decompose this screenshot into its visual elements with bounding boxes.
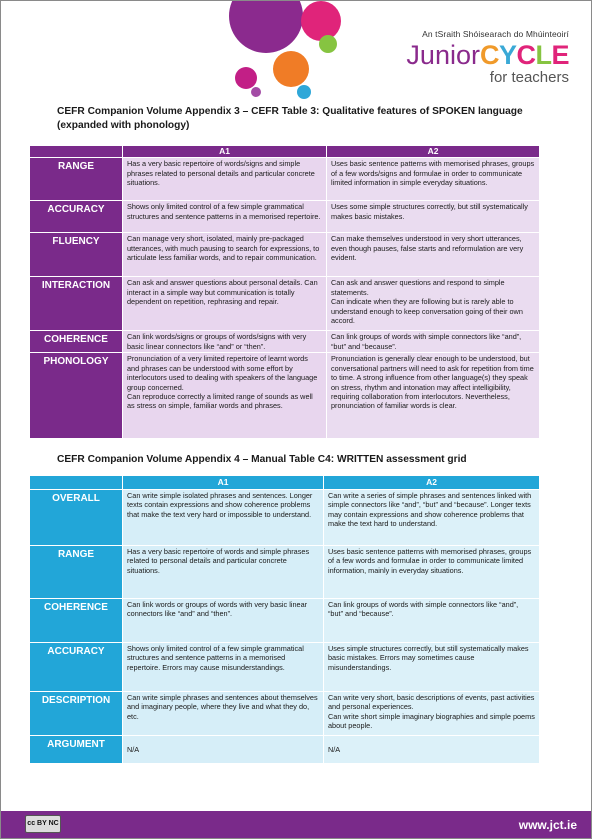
- decorative-circle-green: [319, 35, 337, 53]
- a1-cell: [123, 233, 327, 277]
- spoken-assessment-table: [29, 145, 540, 439]
- table-corner-cell: [30, 476, 123, 490]
- decorative-circle-magenta: [235, 67, 257, 89]
- a2-cell: [324, 490, 540, 546]
- column-header-a2: A2: [324, 476, 540, 490]
- brand-wordmark: [406, 41, 569, 69]
- column-header-a1: A1: [123, 476, 324, 490]
- cell-text: N/A: [127, 744, 140, 754]
- a1-cell: [123, 736, 324, 764]
- cell-text: Shows only limited control of a few simple grammatical structures and sentence patterns in a memorised repertoire. Errors may cause misunderstandings.: [127, 644, 304, 672]
- row-label: FLUENCY: [30, 233, 123, 277]
- brand-letter: E: [551, 40, 569, 70]
- table-row: [30, 643, 540, 692]
- table-row: [30, 233, 540, 277]
- cell-text: Can write very short, basic descriptions of events, past activities and personal experiences.: [328, 693, 535, 712]
- a2-cell: [327, 158, 540, 201]
- table-header-row: [30, 146, 540, 158]
- table-row: [30, 158, 540, 201]
- spoken-table-title: [57, 105, 523, 133]
- footer-bar: [1, 811, 592, 838]
- cell-text: Has a very basic repertoire of words/signs and simple phrases related to personal details and particular concrete situations.: [127, 159, 315, 188]
- a2-cell: [324, 643, 540, 692]
- cell-text: Can write simple phrases and sentences about themselves and imaginary people, where they live and what they do, etc.: [127, 693, 318, 721]
- cell-text: Can ask and answer questions about personal details. Can interact in a simple way but communication is totally dependent on repetition, rephrasing and repair.: [127, 278, 318, 307]
- table-row: [30, 201, 540, 233]
- website-link[interactable]: www.jct.ie: [518, 818, 577, 832]
- row-label: ARGUMENT: [30, 736, 123, 764]
- brand-tagline: An tSraith Shóisearach do Mhúinteoirí: [422, 29, 569, 39]
- brand-letter: C: [479, 40, 499, 70]
- cell-text: Can ask and answer questions and respond to simple statements.: [331, 278, 505, 297]
- a2-cell: [327, 233, 540, 277]
- cell-text: Can manage very short, isolated, mainly pre-packaged utterances, with much pausing to search for expressions, to articulate less familiar words, and to repair communication.: [127, 234, 320, 263]
- table-row: [30, 331, 540, 353]
- table-row: [30, 599, 540, 643]
- row-label: RANGE: [30, 546, 123, 599]
- decorative-circle-pink: [301, 1, 341, 41]
- table-row: [30, 546, 540, 599]
- row-label: ACCURACY: [30, 643, 123, 692]
- spoken-title-line: (expanded with phonology): [57, 120, 190, 131]
- decorative-circle-purple: [229, 0, 303, 53]
- table-row: [30, 736, 540, 764]
- row-label: DESCRIPTION: [30, 692, 123, 736]
- cell-text: Can write a series of simple phrases and sentences linked with simple connectors like “and”, “but” and “because”. Longer texts may contain expressions and show coherence problems that make the text hard to understand.: [328, 491, 532, 529]
- a1-cell: [123, 331, 327, 353]
- cell-text: Uses simple structures correctly, but still systematically makes basic mistakes. Errors may sometimes cause misunderstandings.: [328, 644, 529, 672]
- brand-letter: C: [516, 40, 536, 70]
- cell-text: Can make themselves understood in very short utterances, even though pauses, false starts and reformulation are very evident.: [331, 234, 524, 263]
- cell-text: Can link words or groups of words with very basic linear connectors like “and” and “then”.: [127, 600, 308, 619]
- a1-cell: [123, 201, 327, 233]
- row-label: OVERALL: [30, 490, 123, 546]
- a1-cell: [123, 353, 327, 439]
- junior-cycle-logo: [406, 29, 569, 86]
- cell-text: Can link groups of words with simple connectors like “and”, “but” and “because”.: [331, 332, 522, 351]
- a2-cell: [327, 331, 540, 353]
- a2-cell: [327, 201, 540, 233]
- a1-cell: [123, 490, 324, 546]
- row-label: COHERENCE: [30, 599, 123, 643]
- a2-cell: [324, 546, 540, 599]
- a1-cell: [123, 599, 324, 643]
- a2-cell: [327, 277, 540, 331]
- a1-cell: [123, 643, 324, 692]
- row-label: PHONOLOGY: [30, 353, 123, 439]
- decorative-circle-violet: [251, 87, 261, 97]
- column-header-a2: A2: [327, 146, 540, 158]
- table-corner-cell: [30, 146, 123, 158]
- a1-cell: [123, 546, 324, 599]
- row-label: INTERACTION: [30, 277, 123, 331]
- a2-cell: [327, 353, 540, 439]
- cell-text: Can reproduce correctly a limited range of sounds as well as stress on simple, familiar words and phrases.: [127, 392, 313, 411]
- decorative-circle-orange: [273, 51, 309, 87]
- brand-cycle: [480, 40, 569, 70]
- decorative-circle-blue: [297, 85, 311, 99]
- row-label: RANGE: [30, 158, 123, 201]
- creative-commons-license-icon[interactable]: cc BY NC: [25, 815, 61, 833]
- cell-text: Pronunciation is generally clear enough to be understood, but conversational partners will need to ask for repetition from time to time. A strong influence from other language(s) they speak on stress, rhythm and intonation may affect intelligibility, requiring collaboration from interlocutors. Nevertheless, pronunciation of familiar words is clear.: [331, 354, 534, 411]
- cell-text: Shows only limited control of a few simple grammatical structures and sentence patterns in a memorised repertoire.: [127, 202, 321, 221]
- cell-text: N/A: [328, 744, 341, 754]
- table-row: [30, 353, 540, 439]
- brand-junior: Junior: [406, 40, 480, 70]
- a2-cell: [324, 599, 540, 643]
- brand-letter: L: [535, 40, 552, 70]
- cell-text: Uses some simple structures correctly, but still systematically makes basic mistakes.: [331, 202, 528, 221]
- cell-text: Can write simple isolated phrases and sentences. Longer texts contain expressions and show coherence problems that make the text very hard or impossible to understand.: [127, 491, 313, 519]
- a2-cell: [324, 736, 540, 764]
- a1-cell: [123, 692, 324, 736]
- a2-cell: [324, 692, 540, 736]
- cell-text: Can write short simple imaginary biographies and simple poems about people.: [328, 711, 535, 731]
- table-row: [30, 692, 540, 736]
- table-header-row: [30, 476, 540, 490]
- cell-text: Uses basic sentence patterns with memorised phrases, groups of a few words/signs and formulae in order to communicate limited information in simple everyday situations.: [331, 159, 535, 188]
- a1-cell: [123, 277, 327, 331]
- written-table-title: CEFR Companion Volume Appendix 4 – Manual Table C4: WRITTEN assessment grid: [57, 454, 467, 465]
- table-row: [30, 490, 540, 546]
- row-label: COHERENCE: [30, 331, 123, 353]
- brand-for-teachers: for teachers: [489, 69, 569, 86]
- table-row: [30, 277, 540, 331]
- written-assessment-table: [29, 475, 540, 764]
- a1-cell: [123, 158, 327, 201]
- cell-text: Uses basic sentence patterns with memorised phrases, groups of a few words and formulae in order to communicate limited information, mainly in everyday situations.: [328, 547, 532, 575]
- cell-text: Has a very basic repertoire of words and simple phrases related to personal details and particular concrete situations.: [127, 547, 310, 575]
- cell-text: Can link groups of words with simple connectors like “and”, “but” and “because”.: [328, 600, 519, 619]
- column-header-a1: A1: [123, 146, 327, 158]
- cell-text: Pronunciation of a very limited repertoire of learnt words and phrases can be understood with some effort by interlocutors used to dealing with speakers of the language group concerned.: [127, 354, 318, 392]
- row-label: ACCURACY: [30, 201, 123, 233]
- cell-text: Can link words/signs or groups of words/signs with very basic linear connectors like “and” or “then”.: [127, 332, 307, 351]
- cell-text: Can indicate when they are following but is rarely able to understand enough to keep conversation going of their own accord.: [331, 297, 523, 326]
- brand-letter: Y: [498, 40, 517, 70]
- spoken-title-line: CEFR Companion Volume Appendix 3 – CEFR Table 3: Qualitative features of SPOKEN language: [57, 106, 523, 117]
